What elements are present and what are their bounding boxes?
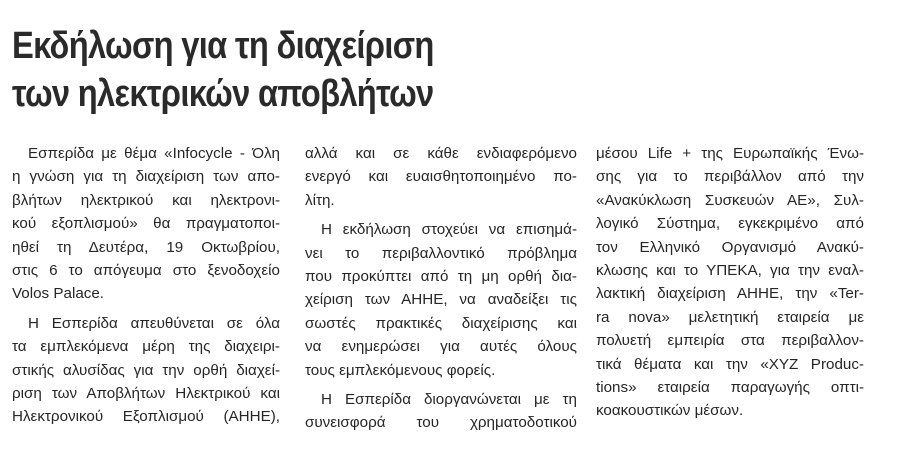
text-line: βλήτων ηλεκτρικού και ηλεκτρονι- (12, 191, 280, 209)
text-line: κλωσης και το ΥΠΕΚΑ, για την εναλ- (596, 261, 864, 279)
headline-line: των ηλεκτρικών αποβλήτων (12, 73, 434, 115)
text-line: συνεισφορά του χρηματοδοτικού (305, 414, 577, 432)
text-line: η γνώση για τη διαχείριση των απο- (12, 168, 280, 186)
text-line: πολυετή εμπειρία στα περιβαλλον- (596, 332, 864, 350)
text-line: κού εξοπλισμού» θα πραγματοποι- (12, 215, 280, 233)
headline (12, 22, 434, 118)
text-line: στις 6 το απόγευμα στο ξενοδοχείο (12, 261, 280, 279)
text-line: τα εμπλεκόμενα μέρη της διαχειρι- (12, 338, 280, 356)
text-line: ριση των Αποβλήτων Ηλεκτρικού και (12, 384, 280, 402)
text-line: νει το περιβαλλοντικό πρόβλημα (305, 244, 577, 262)
text-line: «Ανακύκλωση Συσκευών ΑΕ», Συλ- (596, 191, 864, 209)
text-line: λακτική διαχείριση ΑΗΗΕ, την «Ter- (596, 285, 864, 303)
text-line: ra nova» μελετητική εταιρεία με (596, 308, 864, 326)
text-line: τικά θέματα και την «XYZ Produc- (596, 355, 864, 373)
text-line: που προκύπτει από τη μη ορθή δια- (305, 267, 577, 285)
text-line: Εσπερίδα με θέμα «Infocycle - Όλη (28, 145, 280, 162)
text-line: αλλά και σε κάθε ενδιαφερόμενο (305, 145, 577, 162)
text-line: κοακουστικών μέσων. (596, 402, 744, 420)
text-line: λογικό Σύστημα, εγκεκριμένο από (596, 215, 864, 233)
text-line: σωστές πρακτικές διαχείρισης και (305, 314, 577, 332)
headline-line: Εκδήλωση για τη διαχείριση (12, 25, 434, 67)
text-line: ηθεί τη Δευτέρα, 19 Οκτωβρίου, (12, 238, 280, 256)
text-line: Η Εσπερίδα διοργανώνεται με τη (321, 390, 577, 408)
text-line: στικής αλυσίδας για την ορθή διαχεί- (12, 361, 280, 379)
text-line: να ενημερώσει για αυτές όλους (305, 338, 577, 356)
text-line: Η εκδήλωση στοχεύει να επισημά- (321, 221, 577, 239)
article-column-1 (12, 142, 280, 429)
article-column-3 (596, 142, 864, 423)
text-line: Ηλεκτρονικού Εξοπλισμού (ΑΗΗΕ), (12, 408, 280, 426)
text-line: Η Εσπερίδα απευθύνεται σε όλα (28, 314, 280, 332)
text-line: τους εμπλεκόμενους φορείς. (305, 361, 496, 379)
text-line: σης για το περιβάλλον από την (596, 168, 864, 186)
text-line: τον Ελληνικό Οργανισμό Ανακύ- (596, 238, 864, 256)
text-line: Volos Palace. (12, 285, 105, 303)
text-line: tions» εταιρεία παραγωγής οπτι- (596, 378, 864, 396)
text-line: λίτη. (305, 191, 335, 209)
text-line: χείριση των ΑΗΗΕ, να αναδείξει τις (305, 291, 577, 309)
text-line: μέσου Life + της Ευρωπαϊκής Ένω- (596, 145, 864, 162)
text-line: ενεργό και ευαισθητοποιημένο πο- (305, 168, 577, 186)
article-column-2 (305, 142, 577, 435)
